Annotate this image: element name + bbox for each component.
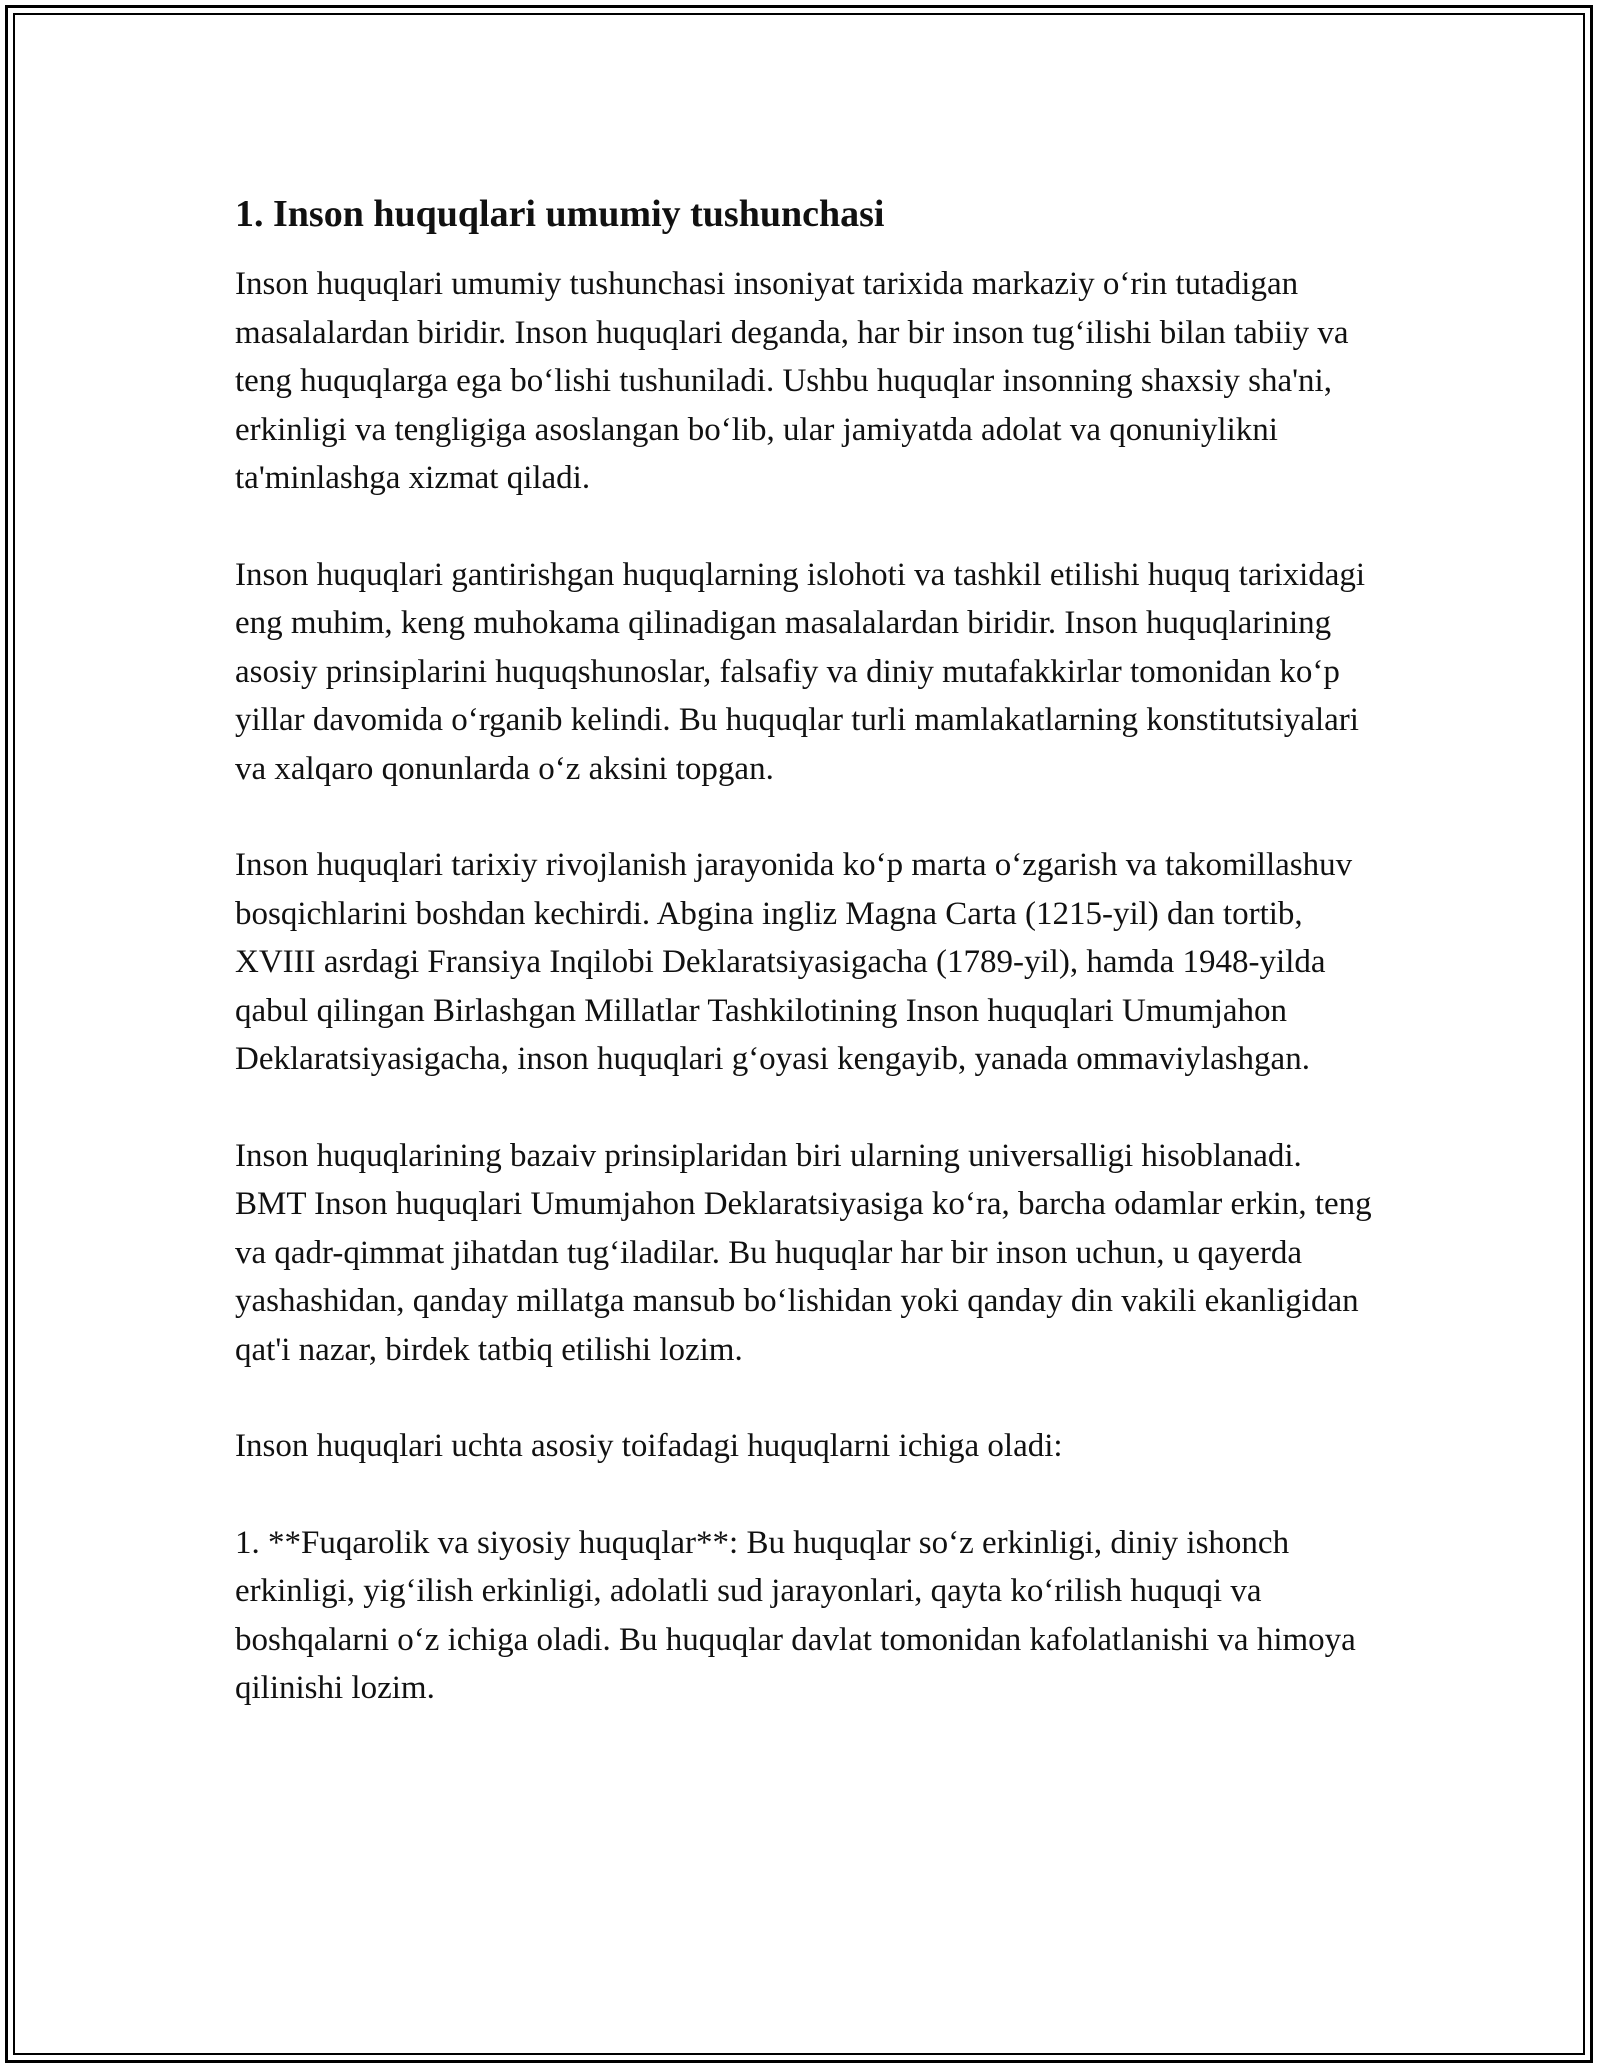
section-heading: 1. Inson huquqlari umumiy tushunchasi bbox=[235, 193, 885, 235]
paragraph-1: Inson huquqlari umumiy tushunchasi insoniyat tarixida markaziy o‘rin tutadigan masalalardan biridir. Inson huquqlari deganda, har bir inson tug‘ilishi bilan tabiiy va teng huquqlarga ega bo‘lishi tushuniladi. Ushbu huquqlar insonning shaxsiy sha'ni, erkinligi va tengligiga asoslangan bo‘lib, ular jamiyatda adolat va qonuniylikni ta'minlashga xizmat qiladi. bbox=[235, 266, 1349, 496]
paragraph-5: Inson huquqlari uchta asosiy toifadagi huquqlarni ichiga oladi: bbox=[235, 1428, 1063, 1464]
document-body bbox=[235, 190, 1375, 1713]
paragraph-2: Inson huquqlari gantirishgan huquqlarning islohoti va tashkil etilishi huquq tarixidagi eng muhim, keng muhokama qilinadigan masalalardan biridir. Inson huquqlarining asosiy prinsiplarini huquqshunoslar, falsafiy va diniy mutafakkirlar tomonidan ko‘p yillar davomida o‘rganib kelindi. Bu huquqlar turli mamlakatlarning konstitutsiyalari va xalqaro qonunlarda o‘z aksini topgan. bbox=[235, 556, 1366, 787]
paragraph-6: 1. **Fuqarolik va siyosiy huquqlar**: Bu huquqlar so‘z erkinligi, diniy ishonch erkinligi, yig‘ilish erkinligi, adolatli sud jarayonlari, qayta ko‘rilish huquqi va boshqalarni o‘z ichiga oladi. Bu huquqlar davlat tomonidan kafolatlanishi va himoya qilinishi lozim. bbox=[235, 1524, 1356, 1706]
paragraph-3: Inson huquqlari tarixiy rivojlanish jarayonida ko‘p marta o‘zgarish va takomillashuv bosqichlarini boshdan kechirdi. Abgina ingliz Magna Carta (1215-yil) dan tortib, XVIII asrdagi Fransiya Inqilobi Deklaratsiyasigacha (1789-yil), hamda 1948-yilda qabul qilingan Birlashgan Millatlar Tashkilotining Inson huquqlari Umumjahon Deklaratsiyasigacha, inson huquqlari g‘oyasi kengayib, yanada ommaviylashgan. bbox=[235, 847, 1353, 1077]
paragraph-4: Inson huquqlarining bazaiv prinsiplaridan biri ularning universalligi hisoblanadi. BMT Inson huquqlari Umumjahon Deklaratsiyasiga ko‘ra, barcha odamlar erkin, teng va qadr-qimmat jihatdan tug‘iladilar. Bu huquqlar har bir inson uchun, u qayerda yashashidan, qanday millatga mansub bo‘lishidan yoki qanday din vakili ekanligidan qat'i nazar, birdek tatbiq etilishi lozim. bbox=[235, 1137, 1372, 1368]
